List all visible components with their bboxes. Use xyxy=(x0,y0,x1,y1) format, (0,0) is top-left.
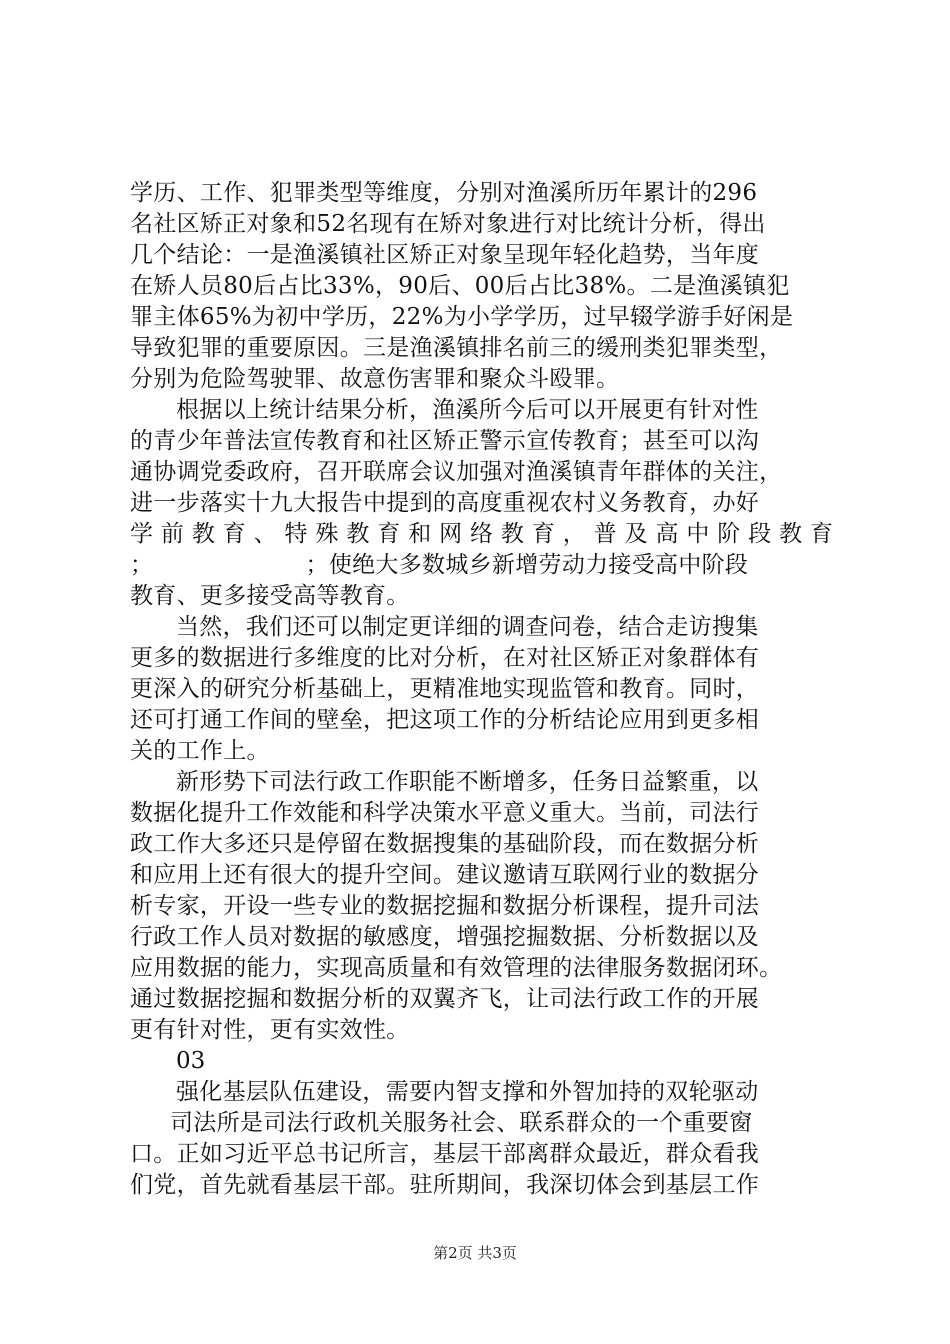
text-line: 关的工作上。 xyxy=(130,738,270,764)
text-line: 新形势下司法行政工作职能不断增多，任务日益繁重，以 xyxy=(176,769,759,795)
text-line: 罪主体65%为初中学历，22%为小学学历，过早辍学游手好闲是 xyxy=(130,304,794,330)
text-line: 通过数据挖掘和数据分析的双翼齐飞，让司法行政工作的开展 xyxy=(130,986,760,1012)
text-line: 和应用上还有很大的提升空间。建议邀请互联网行业的数据分 xyxy=(130,862,760,888)
text-line: 当然，我们还可以制定更详细的调查问卷，结合走访搜集 xyxy=(176,614,759,640)
page-number-label: 第2页 共3页 xyxy=(433,1244,517,1262)
text-line: 司法所是司法行政机关服务社会、联系群众的一个重要窗 xyxy=(170,1110,753,1136)
page-footer xyxy=(0,1242,950,1263)
text-line: 通协调党委政府，召开联席会议加强对渔溪镇青年群体的关注， xyxy=(130,459,783,485)
text-line: 应用数据的能力，实现高质量和有效管理的法律服务数据闭环。 xyxy=(130,955,783,981)
section-number: 03 xyxy=(176,1048,206,1074)
text-line: 几个结论：一是渔溪镇社区矫正对象呈现年轻化趋势，当年度 xyxy=(130,242,760,268)
text-line: 的青少年普法宣传教育和社区矫正警示宣传教育；甚至可以沟 xyxy=(130,428,760,454)
text-line: 更有针对性，更有实效性。 xyxy=(130,1017,410,1043)
text-line: 学历、工作、犯罪类型等维度，分别对渔溪所历年累计的296 xyxy=(130,180,758,206)
document-body xyxy=(130,178,834,1201)
paragraph-grassroots xyxy=(130,1108,830,1201)
text-line: 口。正如习近平总书记所言，基层干部离群众最近，群众看我 xyxy=(130,1141,760,1167)
text-line: ； ；使绝大多数城乡新增劳动力接受高中阶段 xyxy=(130,552,749,578)
text-line: 名社区矫正对象和52名现有在矫对象进行对比统计分析，得出 xyxy=(130,211,766,237)
text-line: 根据以上统计结果分析，渔溪所今后可以开展更有针对性 xyxy=(176,397,759,423)
paragraph-survey xyxy=(130,612,830,767)
text-line: 学 前 教 育 、 特 殊 教 育 和 网 络 教 育 ， 普 及 高 中 阶 段 教 育 xyxy=(130,521,834,547)
text-line: 在矫人员80后占比33%，90后、00后占比38%。二是渔溪镇犯 xyxy=(130,273,790,299)
section-heading xyxy=(130,1077,830,1108)
text-line: 更深入的研究分析基础上，更精准地实现监管和教育。同时， xyxy=(130,676,760,702)
paragraph-data-capability xyxy=(130,767,830,1046)
text-line: 教育、更多接受高等教育。 xyxy=(130,583,410,609)
text-line: 数据化提升工作效能和科学决策水平意义重大。当前，司法行 xyxy=(130,800,760,826)
text-line: 析专家，开设一些专业的数据挖掘和数据分析课程，提升司法 xyxy=(130,893,760,919)
paragraph-analysis xyxy=(130,395,834,612)
text-line: 分别为危险驾驶罪、故意伤害罪和聚众斗殴罪。 xyxy=(130,366,620,392)
paragraph-statistics xyxy=(130,178,830,395)
text-line: 政工作大多还只是停留在数据搜集的基础阶段，而在数据分析 xyxy=(130,831,760,857)
text-line: 行政工作人员对数据的敏感度，增强挖掘数据、分析数据以及 xyxy=(130,924,760,950)
text-line: 导致犯罪的重要原因。三是渔溪镇排名前三的缓刑类犯罪类型， xyxy=(130,335,783,361)
text-line: 更多的数据进行多维度的比对分析，在对社区矫正对象群体有 xyxy=(130,645,760,671)
text-line: 们党，首先就看基层干部。驻所期间，我深切体会到基层工作 xyxy=(130,1172,760,1198)
text-line: 还可打通工作间的壁垒，把这项工作的分析结论应用到更多相 xyxy=(130,707,760,733)
section-heading-text: 强化基层队伍建设，需要内智支撑和外智加持的双轮驱动 xyxy=(176,1079,759,1105)
text-line: 进一步落实十九大报告中提到的高度重视农村义务教育，办好 xyxy=(130,490,760,516)
